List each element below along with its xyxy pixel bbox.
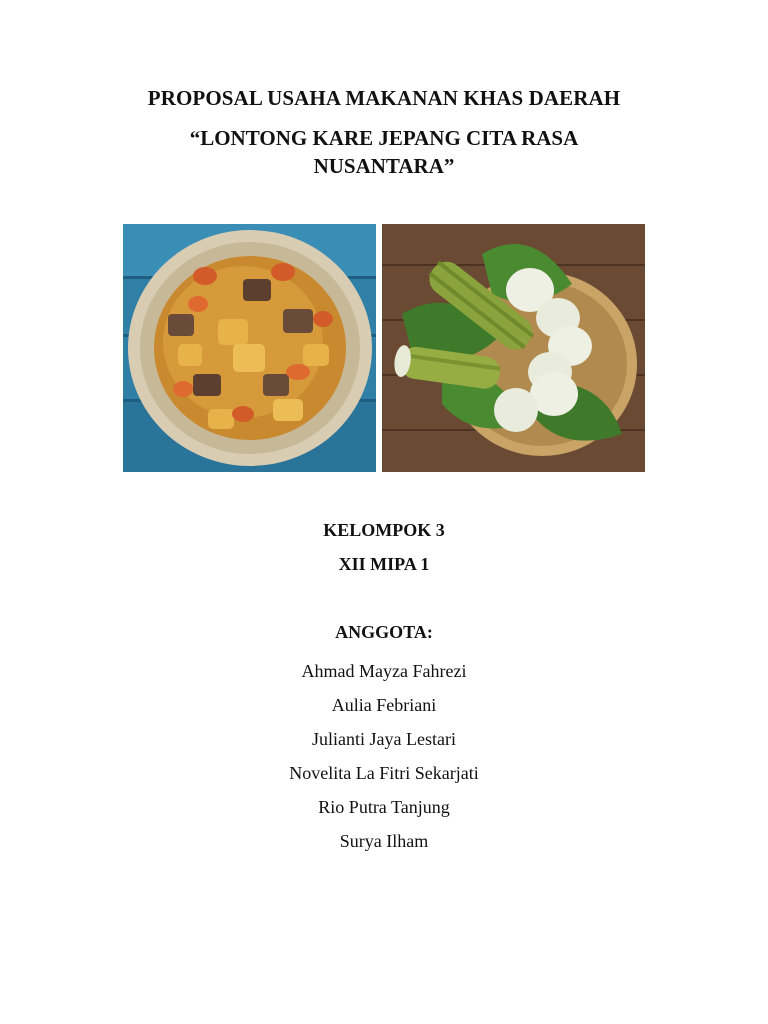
group-label: KELOMPOK 3 xyxy=(323,520,445,540)
curry-photo xyxy=(123,224,376,472)
members-list xyxy=(0,654,768,858)
subtitle-line-2: NUSANTARA” xyxy=(313,154,455,178)
lontong-photo xyxy=(382,224,645,472)
member-name: Surya Ilham xyxy=(339,831,429,851)
document-title: PROPOSAL USAHA MAKANAN KHAS DAERAH xyxy=(147,86,621,110)
class-label: XII MIPA 1 xyxy=(338,554,430,574)
member-name: Novelita La Fitri Sekarjati xyxy=(289,763,479,783)
members-heading: ANGGOTA: xyxy=(335,622,433,642)
member-name: Rio Putra Tanjung xyxy=(318,797,450,817)
member-name: Ahmad Mayza Fahrezi xyxy=(301,661,467,681)
subtitle-line-1: “LONTONG KARE JEPANG CITA RASA xyxy=(189,126,579,150)
member-name: Julianti Jaya Lestari xyxy=(312,729,456,749)
document-subtitle xyxy=(0,124,768,180)
member-name: Aulia Febriani xyxy=(331,695,437,715)
